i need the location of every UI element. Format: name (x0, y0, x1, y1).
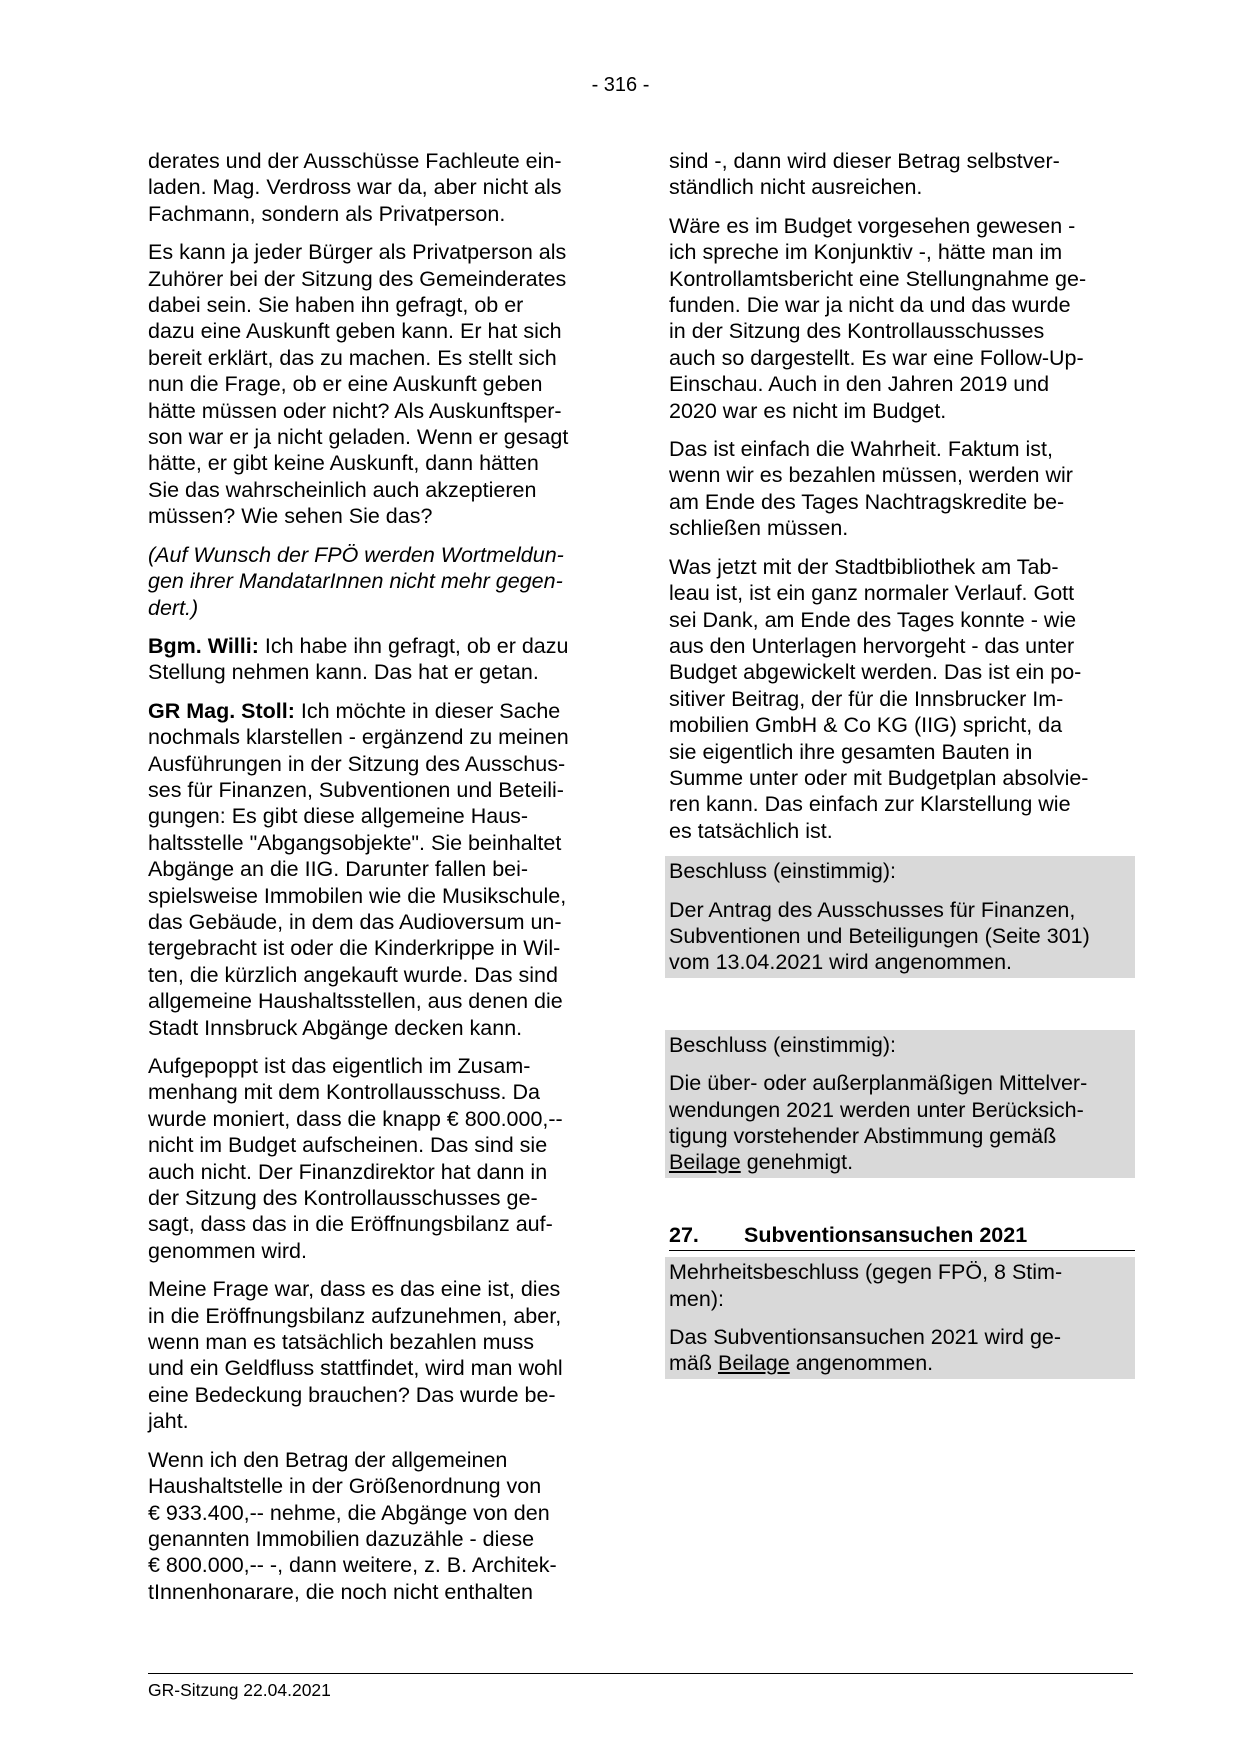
paragraph (148, 1276, 608, 1434)
text-line: wendungen 2021 werden unter Berücksich- (669, 1097, 1084, 1122)
paragraph (669, 148, 1135, 201)
text-line: Einschau. Auch in den Jahren 2019 und (669, 372, 1050, 397)
text-line: ich spreche im Konjunktiv -, hätte man im (669, 240, 1063, 265)
text-line: derates und der Ausschüsse Fachleute ein- (148, 149, 562, 173)
text-line: Die über- oder außerplanmäßigen Mittelver- (669, 1071, 1088, 1096)
text-line: bereit erklärt, das zu machen. Es stellt sich (148, 345, 557, 370)
page-number: - 316 - (591, 74, 650, 96)
paragraph (148, 239, 608, 529)
text-line: der Sitzung des Kontrollausschusses ge- (148, 1186, 538, 1211)
text-line: Sie das wahrscheinlich auch akzeptieren (148, 477, 537, 502)
text-line: (Auf Wunsch der FPÖ werden Wortmeldun- (148, 542, 564, 567)
text-line: € 933.400,-- nehme, die Abgänge von den (148, 1500, 550, 1525)
text-line: Es kann ja jeder Bürger als Privatperson als (148, 240, 567, 265)
text-line: Was jetzt mit der Stadtbibliothek am Tab- (669, 554, 1059, 579)
text-line: es tatsächlich ist. (669, 818, 833, 843)
text-line: nun die Frage, ob er eine Auskunft geben (148, 372, 543, 397)
left-column (148, 148, 608, 1617)
footer-divider (148, 1673, 1133, 1674)
text-line: wenn wir es bezahlen müssen, werden wir (669, 463, 1073, 488)
resolution-title (669, 1259, 1131, 1312)
text-line: in die Eröffnungsbilanz aufzunehmen, aber, (148, 1303, 562, 1328)
text-line: genommen wird. (148, 1238, 307, 1263)
text-line: hätte müssen oder nicht? Als Auskunftsper- (148, 398, 562, 423)
text-line: hätte, er gibt keine Auskunft, dann hätten (148, 451, 539, 476)
text-line: sie eigentlich ihre gesamten Bauten in (669, 739, 1033, 764)
text-line: aus den Unterlagen hervorgeht - das unter (669, 633, 1075, 658)
text-line: Wenn ich den Betrag der allgemeinen (148, 1447, 508, 1472)
speech-stoll: GR Mag. Stoll: Ich möchte in dieser Sache nochmals klarstellen - ergänzend zu meinen Ausführungen in der Sitzung des Ausschus- ses für Finanzen, Subventionen und Beteili- gungen: Es gibt diese allgemeine Haus- haltsstelle "Abgangsobjekte". Sie beinhaltet Abgänge an die IIG. Darunter fallen bei- spielsweise Immobilen wie die Musikschule, das Gebäude, in dem das Audioversum un- tergebracht ist oder die Kinderkrippe in Wil- ten, die kürzlich angekauft wurde. Das sind allgemeine Haushaltsstellen, aus denen die Stadt Innsbruck Abgänge decken kann. (148, 698, 608, 1041)
text-line: Budget abgewickelt werden. Das ist ein po- (669, 660, 1082, 685)
speaker-name: GR Mag. Stoll: (148, 698, 295, 723)
text-line: Fachmann, sondern als Privatperson. (148, 201, 506, 226)
text-line: Abgänge an die IIG. Darunter fallen bei- (148, 857, 529, 882)
resolution-text: Das Subventionsansuchen 2021 wird ge- mäß Beilage angenommen. (669, 1325, 1062, 1376)
text-line: tergebracht ist oder die Kinderkrippe in Wil- (148, 936, 561, 961)
footer-text: GR-Sitzung 22.04.2021 (148, 1680, 331, 1700)
text-line: menhang mit dem Kontrollausschuss. Da (148, 1080, 540, 1105)
text-line: mobilien GmbH & Co KG (IIG) spricht, da (669, 713, 1063, 738)
paragraph (669, 554, 1135, 844)
editorial-note (148, 542, 608, 621)
text-line: eine Bedeckung brauchen? Das wurde be- (148, 1382, 556, 1407)
text-line: auch nicht. Der Finanzdirektor hat dann in (148, 1159, 548, 1184)
text-line: ständlich nicht ausreichen. (669, 175, 923, 200)
resolution-text: Die über- oder außerplanmäßigen Mittelver- wendungen 2021 werden unter Berücksich- tigung vorstehender Abstimmung gemäß Beilage genehmigt. (669, 1070, 1131, 1176)
section-number: 27. (669, 1222, 699, 1247)
paragraph (669, 436, 1135, 542)
text-line: € 800.000,-- -, dann weitere, z. B. Architek- (148, 1553, 557, 1578)
text-line: in der Sitzung des Kontrollausschusses (669, 319, 1045, 344)
text-line: Ausführungen in der Sitzung des Ausschus- (148, 751, 566, 776)
text-line: ten, die kürzlich angekauft wurde. Das sind (148, 962, 558, 987)
text-line: gen ihrer MandatarInnen nicht mehr gegen- (148, 569, 563, 594)
text-line: dert.) (148, 595, 199, 620)
text-line: Zuhörer bei der Sitzung des Gemeinderates (148, 266, 567, 291)
text-line: und ein Geldfluss stattfindet, wird man wohl (148, 1356, 563, 1381)
text-line: Summe unter oder mit Budgetplan absolvie- (669, 765, 1089, 790)
text-line: Stadt Innsbruck Abgänge decken kann. (148, 1015, 523, 1040)
text-line: jaht. (148, 1409, 189, 1434)
text-line: sei Dank, am Ende des Tages konnte - wie (669, 607, 1077, 632)
text-line: men): (669, 1286, 724, 1311)
text-line: sitiver Beitrag, der für die Innsbrucker Im- (669, 686, 1064, 711)
text-line: wenn man es tatsächlich bezahlen muss (148, 1330, 535, 1355)
speaker-name: Bgm. Willi: (148, 633, 259, 658)
paragraph (669, 213, 1135, 424)
text-line: Mehrheitsbeschluss (gegen FPÖ, 8 Stim- (669, 1260, 1063, 1285)
text-line: tigung vorstehender Abstimmung gemäß (669, 1124, 1057, 1148)
text-line: dazu eine Auskunft geben kann. Er hat sich (148, 319, 562, 344)
text-line: das Gebäude, in dem das Audioversum un- (148, 909, 562, 934)
text-line: dabei sein. Sie haben ihn gefragt, ob er (148, 293, 524, 318)
resolution-title: Beschluss (einstimmig): (669, 1032, 896, 1057)
text-line: Aufgepoppt ist das eigentlich im Zusam- (148, 1054, 531, 1078)
text-line: ren kann. Das einfach zur Klarstellung wie (669, 792, 1071, 817)
text-line: son war er ja nicht geladen. Wenn er gesagt (148, 425, 569, 450)
text-line: Stellung nehmen kann. Das hat er getan. (148, 660, 539, 685)
section-heading (669, 1222, 1135, 1251)
resolution-box (665, 1257, 1135, 1379)
text-line: schließen müssen. (669, 516, 849, 541)
text-line: Subventionen und Beteiligungen (Seite 301) (669, 923, 1090, 948)
text-line: genannten Immobilien dazuzähle - diese (148, 1526, 535, 1551)
section-title: Subventionsansuchen 2021 (744, 1222, 1028, 1247)
resolution-box (665, 856, 1135, 978)
text-line: müssen? Wie sehen Sie das? (148, 504, 433, 529)
resolution-title: Beschluss (einstimmig): (669, 859, 896, 884)
text-line: Das ist einfach die Wahrheit. Faktum ist, (669, 437, 1053, 462)
text-line: nicht im Budget aufscheinen. Das sind sie (148, 1133, 548, 1158)
text-line: nochmals klarstellen - ergänzend zu meinen (148, 725, 569, 750)
text-line: ses für Finanzen, Subventionen und Beteili- (148, 777, 564, 802)
paragraph (148, 148, 608, 227)
text-line: Meine Frage war, dass es das eine ist, dies (148, 1277, 561, 1302)
beilage-link[interactable]: Beilage (669, 1150, 741, 1175)
text-line: wurde moniert, dass die knapp € 800.000,-- (148, 1106, 563, 1131)
resolution-box (665, 1030, 1135, 1178)
text-line: Kontrollamtsbericht eine Stellungnahme ge- (669, 266, 1087, 291)
text-line: laden. Mag. Verdross war da, aber nicht als (148, 175, 562, 200)
text-line: am Ende des Tages Nachtragskredite be- (669, 489, 1065, 514)
resolution-text (669, 897, 1131, 976)
text-line: Der Antrag des Ausschusses für Finanzen, (669, 897, 1076, 922)
paragraph (148, 1447, 608, 1605)
right-column (669, 148, 1135, 1379)
text-line: Haushaltstelle in der Größenordnung von (148, 1474, 542, 1499)
text-line: funden. Die war ja nicht da und das wurde (669, 293, 1071, 318)
text-line: vom 13.04.2021 wird angenommen. (669, 950, 1013, 975)
text-line: auch so dargestellt. Es war eine Follow-Up- (669, 345, 1084, 370)
text-line: 2020 war es nicht im Budget. (669, 398, 947, 423)
text-line: haltsstelle "Abgangsobjekte". Sie beinhaltet (148, 830, 562, 855)
speech-mayor: Bgm. Willi: Ich habe ihn gefragt, ob er dazu Stellung nehmen kann. Das hat er getan. (148, 633, 608, 686)
text-line: sind -, dann wird dieser Betrag selbstver- (669, 149, 1060, 173)
text-line: Wäre es im Budget vorgesehen gewesen - (669, 213, 1076, 238)
text-line: spielsweise Immobilen wie die Musikschule, (148, 883, 567, 908)
text-line: sagt, dass das in die Eröffnungsbilanz auf- (148, 1212, 553, 1237)
text-line: allgemeine Haushaltsstellen, aus denen die (148, 989, 563, 1014)
paragraph (148, 1053, 608, 1264)
text-line: tInnenhonarare, die noch nicht enthalten (148, 1579, 533, 1604)
beilage-link[interactable]: Beilage (717, 1351, 790, 1376)
text-line: leau ist, ist ein ganz normaler Verlauf. Gott (669, 581, 1075, 606)
text-line: gungen: Es gibt diese allgemeine Haus- (148, 804, 529, 829)
